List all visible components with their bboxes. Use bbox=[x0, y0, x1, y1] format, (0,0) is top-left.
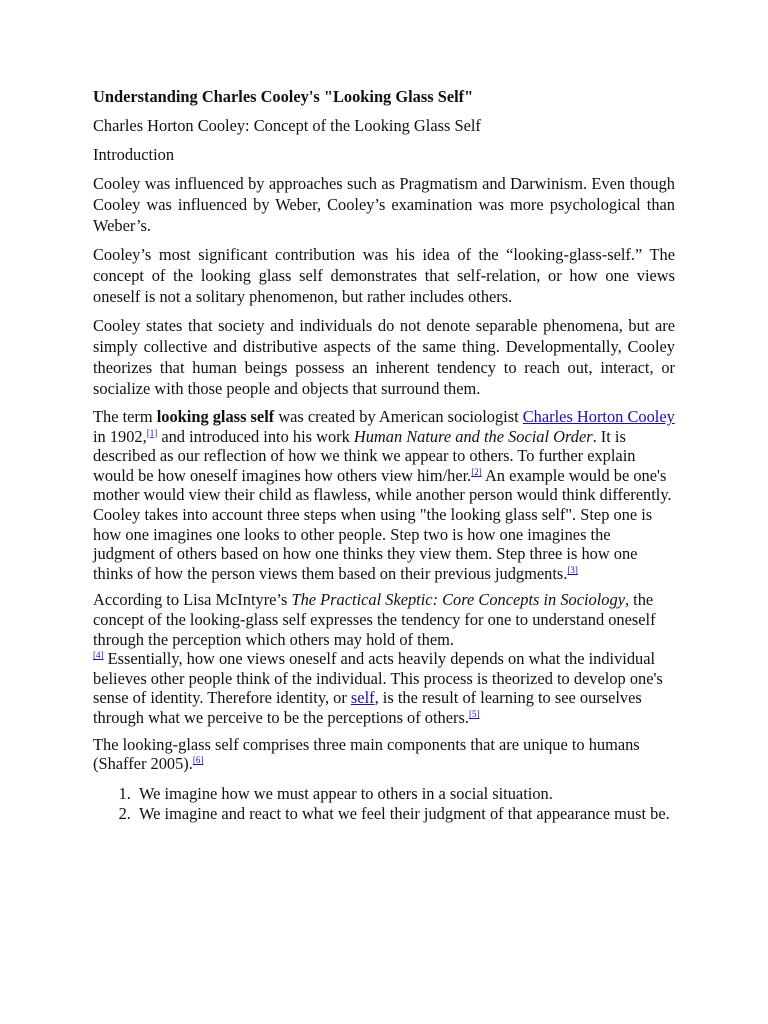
document-page bbox=[93, 86, 675, 824]
paragraph-components bbox=[93, 735, 675, 774]
list-item: 2. We imagine and react to what we feel their judgment of that appearance must be. bbox=[135, 804, 675, 824]
link-charles-horton-cooley[interactable]: Charles Horton Cooley bbox=[522, 407, 675, 426]
text-run: and introduced into his work bbox=[157, 426, 354, 446]
paragraph-mcintyre bbox=[93, 590, 675, 727]
text-run: , is the result of learning to see ourselves through what we perceive to be the perceptions of others. bbox=[93, 688, 642, 727]
document-subtitle: Charles Horton Cooley: Concept of the Looking Glass Self bbox=[93, 116, 481, 135]
paragraph-looking-glass-concept: Cooley’s most significant contribution was his idea of the “looking-glass-self.” The concept of the looking glass self demonstrates that self-relation, or how one views oneself is not a solitary phenomenon, but rather includes others. bbox=[93, 245, 675, 306]
section-heading: Introduction bbox=[93, 145, 175, 164]
text-run: The looking-glass self comprises three main components that are unique to humans (Shaffer 2005). bbox=[93, 734, 640, 774]
bold-term: looking glass self bbox=[156, 407, 275, 426]
text-run: . It is described as our reflection of how we think we appear to others. To further explain would be how oneself imagines how others view him/her. bbox=[93, 426, 636, 485]
citation-6[interactable]: [6] bbox=[192, 755, 204, 766]
citation-3[interactable]: [3] bbox=[567, 564, 578, 575]
text-run: Essentially, how one views oneself and acts heavily depends on what the individual believes other people think of the individual. This process is theorized to develop one's sense of identity. Therefore identity, or bbox=[93, 649, 663, 708]
link-self[interactable]: self bbox=[350, 688, 375, 708]
citation-5[interactable]: [5] bbox=[468, 708, 480, 719]
paragraph-pragmatism: Cooley was influenced by approaches such as Pragmatism and Darwinism. Even though Cooley was influenced by Weber, Cooley’s examination was more psychological than Weber’s. bbox=[93, 174, 675, 235]
components-list bbox=[93, 784, 675, 824]
paragraph-society-individuals: Cooley states that society and individuals do not denote separable phenomena, but are simply collective and distributive aspects of the same thing. Developmentally, Cooley theorizes that human beings possess an inherent tendency to reach out, interact, or socialize with those people and objects that surround them. bbox=[93, 316, 675, 398]
citation-4[interactable]: [4] bbox=[93, 650, 104, 661]
citation-2[interactable]: [2] bbox=[471, 466, 482, 477]
text-run: was created by American sociologist bbox=[274, 407, 523, 426]
book-title: The Practical Skeptic: Core Concepts in Sociology bbox=[291, 590, 625, 610]
list-item: 1. We imagine how we must appear to others in a social situation. bbox=[135, 784, 675, 804]
citation-1[interactable]: [1] bbox=[146, 427, 158, 438]
paragraph-term-definition bbox=[93, 407, 675, 583]
text-run: in 1902, bbox=[93, 426, 147, 446]
text-run: According to Lisa McIntyre’s bbox=[93, 590, 292, 610]
book-title: Human Nature and the Social Order bbox=[353, 426, 593, 446]
text-run: , the concept of the looking-glass self expresses the tendency for one to understand oneself through the perception which others may hold of them. bbox=[93, 590, 656, 649]
text-run: An example would be one's mother would view their child as flawless, while another person would think differently. Cooley takes into account three steps when using "the looking glass self". Step one is how one imagines one looks to other people. Step two is how one imagines the judgment of others based on how one thinks they view them. Step three is how one thinks of how the person views them based on their previous judgments. bbox=[93, 465, 672, 583]
document-title: Understanding Charles Cooley's "Looking Glass Self" bbox=[93, 87, 474, 106]
text-run: The term bbox=[93, 407, 157, 426]
